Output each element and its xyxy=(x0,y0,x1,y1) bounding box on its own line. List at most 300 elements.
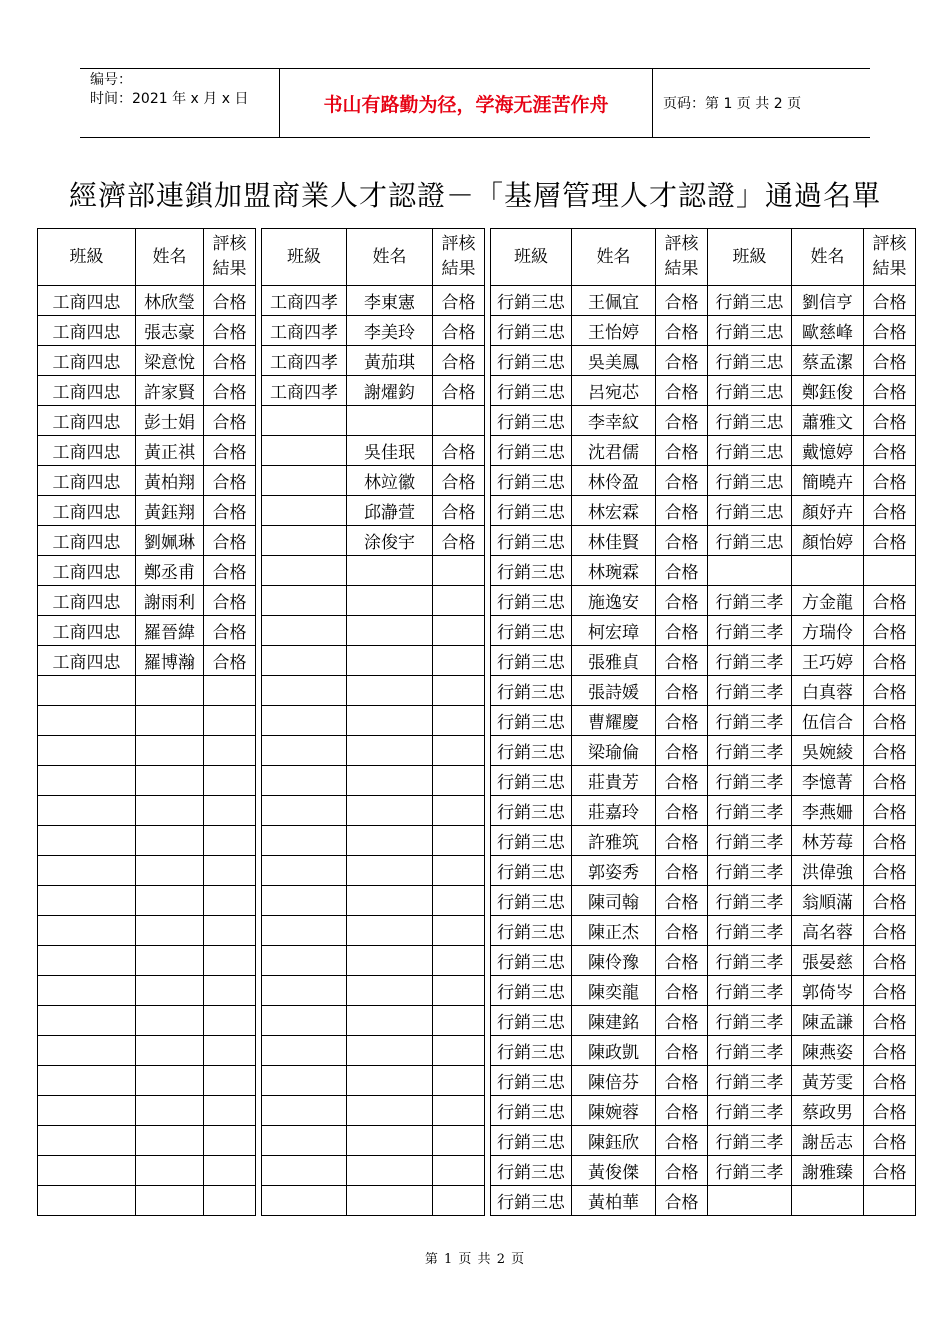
name-cell xyxy=(347,586,433,616)
class-cell: 行銷三孝 xyxy=(708,646,792,676)
name-cell xyxy=(136,1186,204,1216)
class-cell: 工商四忠 xyxy=(38,376,136,406)
class-cell: 行銷三孝 xyxy=(708,826,792,856)
class-cell: 行銷三忠 xyxy=(491,916,572,946)
class-cell xyxy=(262,1006,347,1036)
result-cell xyxy=(204,796,256,826)
result-cell: 合格 xyxy=(656,346,708,376)
result-cell: 合格 xyxy=(864,706,916,736)
result-cell xyxy=(433,736,485,766)
result-cell: 合格 xyxy=(864,1156,916,1186)
class-cell: 行銷三孝 xyxy=(708,586,792,616)
result-cell xyxy=(433,766,485,796)
result-cell xyxy=(433,976,485,1006)
result-cell: 合格 xyxy=(204,316,256,346)
result-cell: 合格 xyxy=(864,496,916,526)
class-cell: 行銷三孝 xyxy=(708,856,792,886)
result-cell: 合格 xyxy=(656,976,708,1006)
table-row xyxy=(38,586,916,616)
name-cell: 李憶菁 xyxy=(792,766,864,796)
name-cell xyxy=(347,406,433,436)
result-cell xyxy=(433,676,485,706)
result-cell: 合格 xyxy=(204,436,256,466)
class-cell: 行銷三忠 xyxy=(491,766,572,796)
result-cell: 合格 xyxy=(656,406,708,436)
result-cell xyxy=(204,1186,256,1216)
name-cell: 劉信亨 xyxy=(792,286,864,316)
result-cell: 合格 xyxy=(204,616,256,646)
class-cell: 行銷三忠 xyxy=(708,436,792,466)
class-cell: 工商四忠 xyxy=(38,646,136,676)
name-cell: 陳正杰 xyxy=(572,916,656,946)
result-cell xyxy=(433,1186,485,1216)
class-cell xyxy=(262,466,347,496)
result-cell: 合格 xyxy=(204,526,256,556)
result-cell xyxy=(433,406,485,436)
class-cell xyxy=(262,1036,347,1066)
result-cell: 合格 xyxy=(433,436,485,466)
name-cell: 林伶盈 xyxy=(572,466,656,496)
class-cell: 行銷三忠 xyxy=(708,316,792,346)
result-cell: 合格 xyxy=(864,286,916,316)
class-cell: 行銷三忠 xyxy=(491,1126,572,1156)
class-cell: 行銷三忠 xyxy=(491,346,572,376)
result-cell: 合格 xyxy=(656,796,708,826)
class-cell: 行銷三忠 xyxy=(491,1066,572,1096)
name-cell: 謝岳志 xyxy=(792,1126,864,1156)
result-cell: 合格 xyxy=(656,496,708,526)
class-cell xyxy=(262,616,347,646)
result-cell xyxy=(433,706,485,736)
name-cell: 方瑞伶 xyxy=(792,616,864,646)
class-cell xyxy=(262,406,347,436)
class-cell: 行銷三忠 xyxy=(491,976,572,1006)
result-cell xyxy=(204,886,256,916)
class-cell: 行銷三忠 xyxy=(491,736,572,766)
result-cell xyxy=(204,676,256,706)
class-cell xyxy=(262,676,347,706)
result-cell: 合格 xyxy=(204,556,256,586)
class-cell: 工商四孝 xyxy=(262,316,347,346)
class-cell: 工商四忠 xyxy=(38,436,136,466)
name-cell xyxy=(792,556,864,586)
result-cell: 合格 xyxy=(433,346,485,376)
class-cell: 行銷三忠 xyxy=(708,466,792,496)
table-row xyxy=(38,1006,916,1036)
name-cell xyxy=(347,1036,433,1066)
class-cell xyxy=(262,826,347,856)
result-cell xyxy=(204,1036,256,1066)
name-cell: 戴憶婷 xyxy=(792,436,864,466)
result-cell xyxy=(204,1066,256,1096)
class-cell xyxy=(262,1156,347,1186)
header-result-line2: 結果 xyxy=(872,259,907,279)
name-cell: 黃俊傑 xyxy=(572,1156,656,1186)
name-cell: 白真蓉 xyxy=(792,676,864,706)
table-row xyxy=(38,376,916,406)
class-cell: 行銷三忠 xyxy=(491,286,572,316)
name-cell: 李燕姍 xyxy=(792,796,864,826)
table-row xyxy=(38,616,916,646)
class-cell xyxy=(38,766,136,796)
class-cell xyxy=(38,1066,136,1096)
result-cell: 合格 xyxy=(864,976,916,1006)
class-cell: 工商四孝 xyxy=(262,286,347,316)
class-cell: 行銷三忠 xyxy=(708,346,792,376)
roster-table xyxy=(37,228,916,1216)
result-cell: 合格 xyxy=(433,316,485,346)
result-cell: 合格 xyxy=(656,376,708,406)
name-cell: 翁順滿 xyxy=(792,886,864,916)
result-cell: 合格 xyxy=(864,406,916,436)
class-cell xyxy=(262,496,347,526)
page-footer: 第 1 页 共 2 页 xyxy=(424,1252,526,1267)
name-cell: 吳美鳳 xyxy=(572,346,656,376)
class-cell: 行銷三忠 xyxy=(491,466,572,496)
header-result-line2: 結果 xyxy=(441,259,476,279)
name-cell: 方金龍 xyxy=(792,586,864,616)
header-row xyxy=(38,229,916,286)
class-cell xyxy=(38,1186,136,1216)
result-cell: 合格 xyxy=(864,796,916,826)
result-cell: 合格 xyxy=(656,556,708,586)
class-cell: 行銷三忠 xyxy=(491,406,572,436)
header-name: 姓名 xyxy=(136,229,204,286)
class-cell xyxy=(38,796,136,826)
result-cell xyxy=(204,1096,256,1126)
name-cell: 羅晉緯 xyxy=(136,616,204,646)
result-cell: 合格 xyxy=(864,1096,916,1126)
result-cell: 合格 xyxy=(656,946,708,976)
result-cell xyxy=(204,736,256,766)
result-cell xyxy=(433,886,485,916)
name-cell: 羅博瀚 xyxy=(136,646,204,676)
result-cell xyxy=(864,1186,916,1216)
result-cell xyxy=(204,856,256,886)
name-cell xyxy=(136,976,204,1006)
name-cell: 顏怡婷 xyxy=(792,526,864,556)
class-cell: 行銷三忠 xyxy=(491,796,572,826)
class-cell: 行銷三忠 xyxy=(491,1156,572,1186)
name-cell xyxy=(136,676,204,706)
name-cell: 黃茄琪 xyxy=(347,346,433,376)
result-cell: 合格 xyxy=(433,526,485,556)
name-cell xyxy=(136,1066,204,1096)
name-cell xyxy=(136,796,204,826)
name-cell xyxy=(347,856,433,886)
name-cell: 蔡政男 xyxy=(792,1096,864,1126)
result-cell: 合格 xyxy=(864,916,916,946)
result-cell xyxy=(204,916,256,946)
name-cell: 涂俊宇 xyxy=(347,526,433,556)
result-cell xyxy=(433,1036,485,1066)
name-cell xyxy=(136,766,204,796)
name-cell xyxy=(347,886,433,916)
result-cell: 合格 xyxy=(433,376,485,406)
name-cell xyxy=(347,1126,433,1156)
name-cell xyxy=(136,1036,204,1066)
name-cell: 彭士娟 xyxy=(136,406,204,436)
header-page-label: 页码：第 1 页 共 2 页 xyxy=(663,96,802,112)
result-cell: 合格 xyxy=(656,586,708,616)
table-row xyxy=(38,796,916,826)
name-cell: 莊嘉玲 xyxy=(572,796,656,826)
class-cell: 工商四忠 xyxy=(38,466,136,496)
class-cell: 工商四忠 xyxy=(38,316,136,346)
name-cell xyxy=(136,1126,204,1156)
class-cell xyxy=(38,736,136,766)
header-meta xyxy=(80,69,280,137)
header-class: 班級 xyxy=(708,229,792,286)
table-row xyxy=(38,1126,916,1156)
name-cell: 林佳賢 xyxy=(572,526,656,556)
result-cell: 合格 xyxy=(656,286,708,316)
class-cell: 工商四忠 xyxy=(38,406,136,436)
class-cell: 工商四忠 xyxy=(38,526,136,556)
name-cell xyxy=(347,1066,433,1096)
name-cell xyxy=(136,1156,204,1186)
name-cell: 陳婉蓉 xyxy=(572,1096,656,1126)
name-cell: 莊貴芳 xyxy=(572,766,656,796)
result-cell: 合格 xyxy=(864,886,916,916)
class-cell: 工商四孝 xyxy=(262,376,347,406)
class-cell xyxy=(262,766,347,796)
class-cell: 行銷三忠 xyxy=(491,436,572,466)
table-row xyxy=(38,706,916,736)
class-cell xyxy=(262,646,347,676)
result-cell xyxy=(433,796,485,826)
table-row xyxy=(38,556,916,586)
result-cell xyxy=(204,1126,256,1156)
class-cell xyxy=(38,976,136,1006)
class-cell: 行銷三忠 xyxy=(491,1186,572,1216)
table-row xyxy=(38,826,916,856)
class-cell xyxy=(38,1126,136,1156)
document-title: 經濟部連鎖加盟商業人才認證－「基層管理人才認證」通過名單 xyxy=(68,179,881,212)
class-cell: 行銷三忠 xyxy=(708,406,792,436)
name-cell xyxy=(136,916,204,946)
result-cell: 合格 xyxy=(864,856,916,886)
result-cell: 合格 xyxy=(656,886,708,916)
result-cell xyxy=(204,976,256,1006)
class-cell: 行銷三孝 xyxy=(708,736,792,766)
result-cell: 合格 xyxy=(864,466,916,496)
result-cell xyxy=(433,1126,485,1156)
result-cell xyxy=(204,706,256,736)
name-cell: 張詩媛 xyxy=(572,676,656,706)
table-row xyxy=(38,1036,916,1066)
result-cell: 合格 xyxy=(864,766,916,796)
result-cell: 合格 xyxy=(864,526,916,556)
class-cell xyxy=(262,946,347,976)
name-cell: 梁意悅 xyxy=(136,346,204,376)
name-cell xyxy=(347,1096,433,1126)
class-cell xyxy=(38,1156,136,1186)
class-cell xyxy=(262,586,347,616)
class-cell: 行銷三忠 xyxy=(491,676,572,706)
result-cell xyxy=(433,856,485,886)
class-cell xyxy=(262,526,347,556)
result-cell: 合格 xyxy=(864,646,916,676)
name-cell xyxy=(136,1096,204,1126)
result-cell: 合格 xyxy=(656,1186,708,1216)
header-result xyxy=(204,229,256,286)
class-cell xyxy=(38,886,136,916)
class-cell: 工商四忠 xyxy=(38,586,136,616)
name-cell xyxy=(136,856,204,886)
class-cell xyxy=(262,706,347,736)
name-cell: 蕭雅文 xyxy=(792,406,864,436)
name-cell: 李幸紋 xyxy=(572,406,656,436)
result-cell: 合格 xyxy=(864,346,916,376)
result-cell: 合格 xyxy=(656,766,708,796)
class-cell: 行銷三忠 xyxy=(708,376,792,406)
result-cell: 合格 xyxy=(864,1066,916,1096)
name-cell: 洪偉強 xyxy=(792,856,864,886)
result-cell xyxy=(433,556,485,586)
name-cell: 黃鈺翔 xyxy=(136,496,204,526)
class-cell xyxy=(262,886,347,916)
name-cell xyxy=(347,1186,433,1216)
name-cell xyxy=(347,1006,433,1036)
class-cell xyxy=(262,976,347,1006)
result-cell: 合格 xyxy=(864,436,916,466)
class-cell: 行銷三孝 xyxy=(708,1006,792,1036)
name-cell: 黃柏華 xyxy=(572,1186,656,1216)
class-cell: 行銷三忠 xyxy=(491,616,572,646)
table-row xyxy=(38,436,916,466)
name-cell xyxy=(136,826,204,856)
name-cell: 蔡孟潔 xyxy=(792,346,864,376)
table-row xyxy=(38,316,916,346)
class-cell: 行銷三孝 xyxy=(708,796,792,826)
class-cell xyxy=(38,856,136,886)
name-cell xyxy=(347,946,433,976)
result-cell: 合格 xyxy=(656,706,708,736)
class-cell: 行銷三忠 xyxy=(491,1036,572,1066)
class-cell: 行銷三忠 xyxy=(491,376,572,406)
class-cell: 行銷三忠 xyxy=(491,1006,572,1036)
table-row xyxy=(38,676,916,706)
table-row xyxy=(38,916,916,946)
class-cell: 行銷三忠 xyxy=(708,286,792,316)
name-cell: 林竝徽 xyxy=(347,466,433,496)
result-cell xyxy=(204,766,256,796)
name-cell: 王佩宜 xyxy=(572,286,656,316)
class-cell xyxy=(38,706,136,736)
class-cell: 行銷三孝 xyxy=(708,1066,792,1096)
name-cell: 陳燕姿 xyxy=(792,1036,864,1066)
name-cell: 謝燿鈞 xyxy=(347,376,433,406)
name-cell: 梁瑜倫 xyxy=(572,736,656,766)
class-cell: 行銷三忠 xyxy=(491,856,572,886)
result-cell: 合格 xyxy=(204,466,256,496)
result-cell: 合格 xyxy=(656,1006,708,1036)
result-cell: 合格 xyxy=(656,646,708,676)
result-cell: 合格 xyxy=(204,376,256,406)
result-cell: 合格 xyxy=(656,856,708,886)
class-cell xyxy=(708,556,792,586)
result-cell: 合格 xyxy=(864,1036,916,1066)
table-row xyxy=(38,946,916,976)
name-cell: 黃正祺 xyxy=(136,436,204,466)
name-cell xyxy=(347,1156,433,1186)
result-cell: 合格 xyxy=(656,616,708,646)
result-cell: 合格 xyxy=(204,646,256,676)
class-cell: 行銷三忠 xyxy=(491,586,572,616)
result-cell: 合格 xyxy=(656,1126,708,1156)
result-cell: 合格 xyxy=(864,616,916,646)
result-cell: 合格 xyxy=(656,1156,708,1186)
name-cell: 伍信合 xyxy=(792,706,864,736)
result-cell: 合格 xyxy=(656,826,708,856)
class-cell: 工商四忠 xyxy=(38,556,136,586)
result-cell xyxy=(433,616,485,646)
name-cell: 張志豪 xyxy=(136,316,204,346)
table-row xyxy=(38,466,916,496)
name-cell: 沈君儒 xyxy=(572,436,656,466)
name-cell: 郭倚岑 xyxy=(792,976,864,1006)
header-name: 姓名 xyxy=(347,229,433,286)
class-cell: 工商四忠 xyxy=(38,286,136,316)
class-cell xyxy=(38,916,136,946)
result-cell xyxy=(204,1156,256,1186)
class-cell xyxy=(38,1006,136,1036)
name-cell: 邱瀞萱 xyxy=(347,496,433,526)
name-cell: 林芳莓 xyxy=(792,826,864,856)
name-cell: 鄭鈺俊 xyxy=(792,376,864,406)
class-cell: 行銷三忠 xyxy=(708,496,792,526)
table-row xyxy=(38,496,916,526)
result-cell xyxy=(433,946,485,976)
result-cell: 合格 xyxy=(656,436,708,466)
name-cell: 鄭丞甫 xyxy=(136,556,204,586)
name-cell: 陳司翰 xyxy=(572,886,656,916)
class-cell: 行銷三孝 xyxy=(708,1126,792,1156)
header-result-line1: 評核 xyxy=(872,234,907,254)
name-cell xyxy=(347,796,433,826)
result-cell: 合格 xyxy=(656,1096,708,1126)
class-cell xyxy=(262,736,347,766)
name-cell xyxy=(136,706,204,736)
result-cell: 合格 xyxy=(433,466,485,496)
name-cell: 吳佳珉 xyxy=(347,436,433,466)
result-cell: 合格 xyxy=(864,376,916,406)
name-cell xyxy=(347,676,433,706)
result-cell: 合格 xyxy=(864,1126,916,1156)
result-cell xyxy=(204,946,256,976)
name-cell: 李東憲 xyxy=(347,286,433,316)
name-cell: 柯宏璋 xyxy=(572,616,656,646)
name-cell xyxy=(136,946,204,976)
class-cell: 行銷三忠 xyxy=(491,826,572,856)
result-cell xyxy=(433,1156,485,1186)
result-cell xyxy=(433,586,485,616)
result-cell: 合格 xyxy=(864,586,916,616)
table-row xyxy=(38,1066,916,1096)
class-cell: 行銷三孝 xyxy=(708,676,792,706)
header-result-line1: 評核 xyxy=(441,234,476,254)
name-cell xyxy=(347,766,433,796)
name-cell xyxy=(347,736,433,766)
class-cell xyxy=(262,436,347,466)
name-cell: 劉姵琳 xyxy=(136,526,204,556)
class-cell xyxy=(262,856,347,886)
name-cell xyxy=(347,556,433,586)
class-cell xyxy=(38,946,136,976)
class-cell: 行銷三孝 xyxy=(708,706,792,736)
result-cell: 合格 xyxy=(864,676,916,706)
